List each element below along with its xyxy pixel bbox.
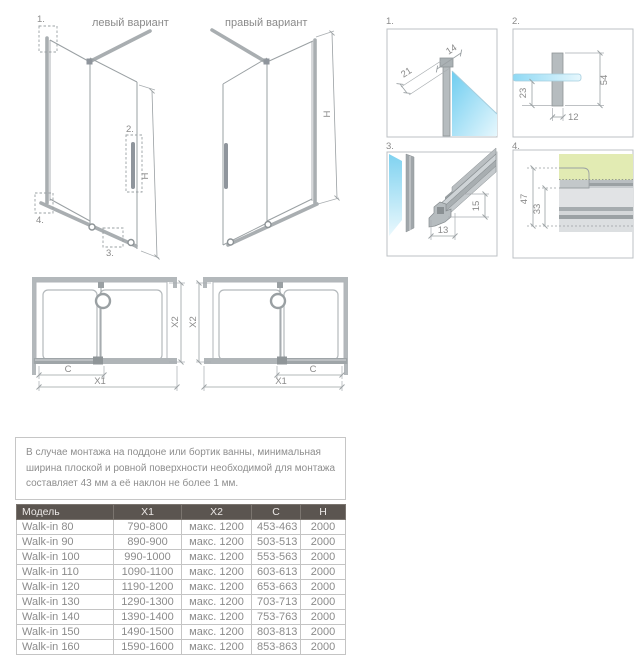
x2-dim-label: X2: [188, 316, 199, 328]
detail-3-bottom-rail-section: [386, 141, 497, 256]
cell-x1: 1190-1200: [114, 580, 182, 595]
drain: [96, 294, 110, 308]
cell-c: 703-713: [252, 595, 301, 610]
cell-h: 2000: [301, 625, 346, 640]
cell-model: Walk-in 80: [17, 520, 114, 535]
glass-panel: [513, 74, 581, 81]
cell-model: Walk-in 150: [17, 625, 114, 640]
table-row: [17, 565, 346, 580]
table-row: [17, 610, 346, 625]
cell-c: 553-563: [252, 550, 301, 565]
dim-47: 47: [519, 193, 530, 205]
cell-h: 2000: [301, 535, 346, 550]
installation-note-text: В случае монтажа на поддоне или бортик ванны, минимальная ширина плоской и ровной поверхности необходимой для монтажа составляет 43 мм а её наклон не более 1 мм.: [26, 447, 336, 489]
cell-x2: макс. 1200: [182, 520, 252, 535]
cell-x2: макс. 1200: [182, 565, 252, 580]
x2-dim-label: X2: [170, 316, 181, 328]
dim-23: 23: [518, 87, 529, 99]
cell-model: Walk-in 160: [17, 640, 114, 655]
drain: [271, 294, 285, 308]
right-plan-view: [188, 277, 348, 391]
cell-model: Walk-in 90: [17, 535, 114, 550]
dim-12: 12: [568, 112, 579, 123]
cell-c: 503-513: [252, 535, 301, 550]
cell-x2: макс. 1200: [182, 610, 252, 625]
support-bar: [212, 30, 266, 62]
cell-model: Walk-in 110: [17, 565, 114, 580]
header-h: H: [301, 505, 346, 520]
detail-2-profile-cross-section: [512, 16, 633, 137]
detail-4-number: 4.: [512, 141, 520, 152]
c-dim-label: C: [309, 364, 317, 375]
x1-dim-label: X1: [275, 376, 287, 387]
cell-x1: 1590-1600: [114, 640, 182, 655]
detail-marker-1: 1.: [37, 14, 45, 25]
dim-54: 54: [599, 74, 610, 86]
cell-c: 853-863: [252, 640, 301, 655]
table-row: [17, 625, 346, 640]
roller: [89, 224, 95, 230]
cell-h: 2000: [301, 520, 346, 535]
cell-model: Walk-in 120: [17, 580, 114, 595]
cell-x1: 990-1000: [114, 550, 182, 565]
c-dim-label: C: [64, 364, 72, 375]
cell-c: 753-763: [252, 610, 301, 625]
cell-model: Walk-in 100: [17, 550, 114, 565]
right-variant-title: правый вариант: [225, 17, 308, 29]
wall-profile-section: [443, 66, 450, 136]
cell-x2: макс. 1200: [182, 595, 252, 610]
roller: [128, 240, 134, 246]
header-x2: X2: [182, 505, 252, 520]
table-row: [17, 520, 346, 535]
header-c: C: [252, 505, 301, 520]
detail-2-number: 2.: [512, 16, 520, 27]
wall-top: [32, 277, 177, 282]
roller: [265, 222, 271, 228]
dim-13: 13: [437, 225, 449, 236]
wall-top: [203, 277, 348, 282]
cell-x2: макс. 1200: [182, 580, 252, 595]
cell-h: 2000: [301, 580, 346, 595]
wall-block: [559, 154, 633, 180]
installation-note: [15, 437, 346, 500]
cell-x1: 1390-1400: [114, 610, 182, 625]
cell-x2: макс. 1200: [182, 640, 252, 655]
model-dimensions-table: [16, 504, 346, 655]
detail-1-wall-profile-section: [386, 16, 497, 137]
bottom-rail: [41, 203, 136, 246]
cell-x1: 790-800: [114, 520, 182, 535]
cell-c: 803-813: [252, 625, 301, 640]
cell-x2: макс. 1200: [182, 550, 252, 565]
cell-h: 2000: [301, 640, 346, 655]
left-variant-title: левый вариант: [92, 17, 169, 29]
cell-x2: макс. 1200: [182, 625, 252, 640]
cell-x1: 1490-1500: [114, 625, 182, 640]
tray-edge-layers: [559, 188, 633, 207]
cell-h: 2000: [301, 595, 346, 610]
cell-c: 653-663: [252, 580, 301, 595]
cell-h: 2000: [301, 565, 346, 580]
table-row: [17, 640, 346, 655]
dim-33: 33: [532, 203, 543, 215]
cell-c: 603-613: [252, 565, 301, 580]
header-model: Модель: [17, 505, 114, 520]
detail-4-mounting-section: [512, 141, 633, 258]
cell-x1: 1290-1300: [114, 595, 182, 610]
height-dim-label: H: [140, 172, 151, 180]
header-x1: X1: [114, 505, 182, 520]
roller: [228, 239, 234, 245]
detail-1-number: 1.: [386, 16, 394, 27]
left-plan-view: [32, 277, 185, 391]
detail-marker-2: 2.: [126, 124, 134, 135]
cell-x2: макс. 1200: [182, 535, 252, 550]
cell-h: 2000: [301, 550, 346, 565]
dim-15: 15: [471, 200, 482, 212]
dim-14: 14: [444, 42, 460, 58]
cell-c: 453-463: [252, 520, 301, 535]
cell-h: 2000: [301, 610, 346, 625]
left-variant-drawing: [35, 14, 169, 259]
cell-model: Walk-in 130: [17, 595, 114, 610]
support-bar: [89, 31, 150, 62]
cell-model: Walk-in 140: [17, 610, 114, 625]
table-row: [17, 580, 346, 595]
table-header-row: [17, 505, 346, 520]
table-row: [17, 535, 346, 550]
table-row: [17, 595, 346, 610]
detail-3-number: 3.: [386, 141, 394, 152]
cell-x1: 890-900: [114, 535, 182, 550]
height-dim-label: H: [322, 110, 333, 118]
table-row: [17, 550, 346, 565]
detail-marker-4: 4.: [36, 215, 44, 226]
bottom-rail: [228, 204, 317, 245]
detail-marker-3: 3.: [106, 248, 114, 259]
x1-dim-label: X1: [94, 376, 106, 387]
right-variant-drawing: [212, 17, 339, 245]
cell-x1: 1090-1100: [114, 565, 182, 580]
dim-21: 21: [399, 65, 415, 81]
